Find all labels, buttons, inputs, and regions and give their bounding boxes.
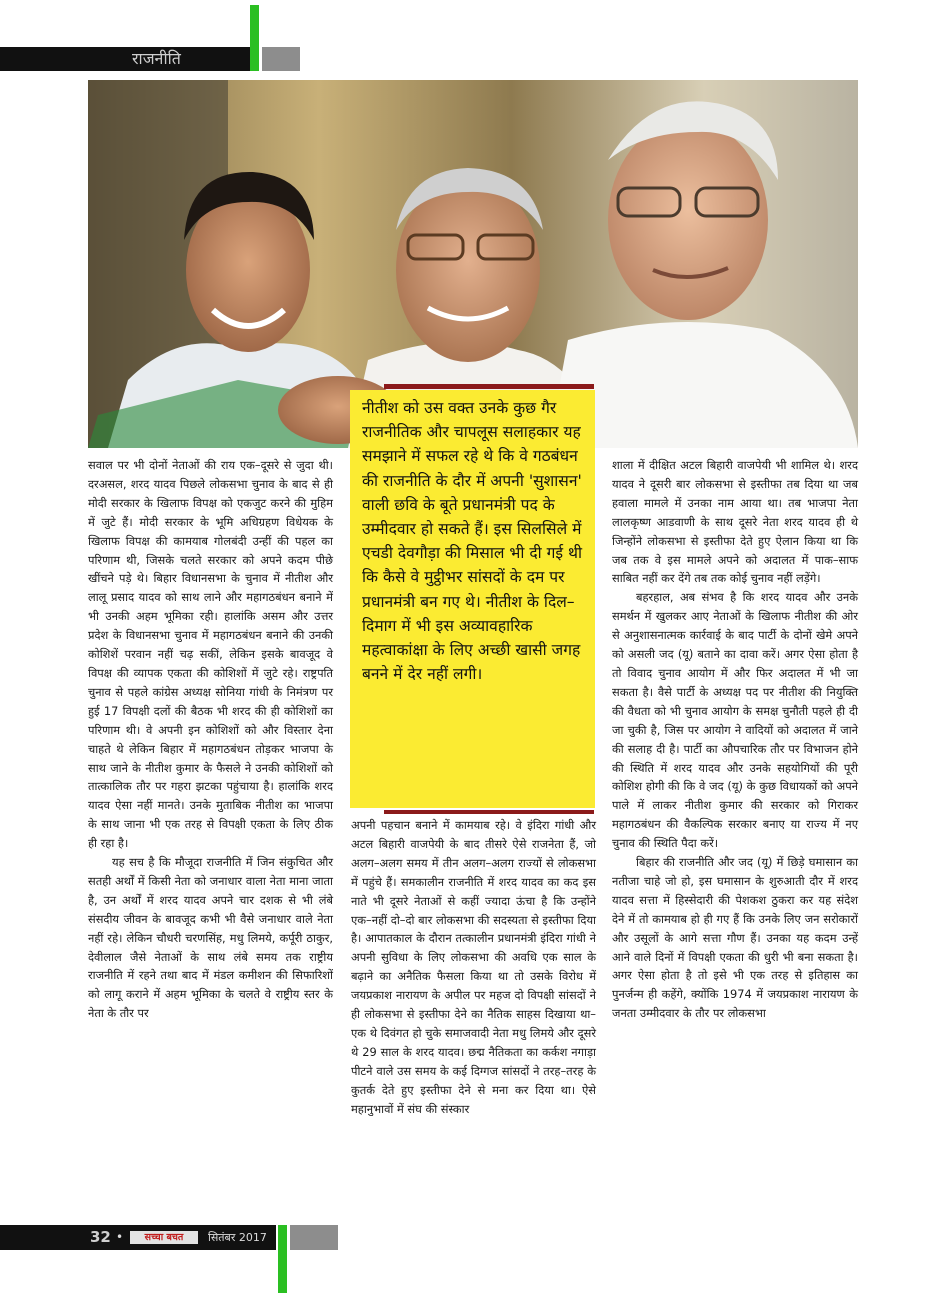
magazine-logo: सच्चा बचत <box>130 1231 198 1244</box>
article-paragraph: यह सच है कि मौजूदा राजनीति में जिन संकुचित और सतही अर्थों में किसी नेता को जनाधार वाला नेता माना जाता है, उन अर्थों में शरद यादव अपने चार दशक से भी लंबे संसदीय जीवन के बावजूद कभी भी वैसे जनाधार वाले नेता नहीं रहे। लेकिन चौधरी चरणसिंह, मधु लिमये, कर्पूरी ठाकुर, देवीलाल जैसे नेताओं के साथ लंबे समय तक राष्ट्रीय राजनीति में रहने तथा बाद में मंडल कमीशन की सिफारिशों को लागू कराने में अहम भूमिका के चलते वे राष्ट्रीय स्तर के नेता के तौर पर <box>88 855 333 1021</box>
article-paragraph: अपनी पहचान बनाने में कामयाब रहे। वे इंदिरा गांधी और अटल बिहारी वाजपेयी के बाद तीसरे ऐसे राजनेता हैं, जो अलग–अलग समय में तीन अलग–अलग राज्यों से लोकसभा में पहुंचे हैं। समकालीन राजनीति में शरद यादव का कद इस नाते भी दूसरे नेताओं से कहीं ज्यादा ऊंचा है कि उन्होंने एक–नहीं दो–दो बार लोकसभा की सदस्यता से इस्तीफा दिया है। आपातकाल के दौरान तत्कालीन प्रधानमंत्री इंदिरा गांधी ने अपनी सुविधा के लिए लोकसभा की अवधि एक साल के बढ़ाने का अनैतिक फैसला किया था तो उसके विरोध में जयप्रकाश नारायण के अपील पर महज दो विपक्षी सांसदों ने ही लोकसभा से इस्तीफा देने का नैतिक साहस दिखाया था– एक थे दिवंगत हो चुके समाजवादी नेता मधु लिमये और दूसरे थे 29 साल के शरद यादव। छद्म नैतिकता का कर्कश नगाड़ा पीटने वाले उस समय के कई दिग्गज सांसदों ने तरह–तरह के कुतर्क देते हुए इस्तीफा देने से मना कर दिया था। ऐसे महानुभावों में संघ की संस्कार <box>351 818 596 1116</box>
article-paragraph: सवाल पर भी दोनों नेताओं की राय एक–दूसरे से जुदा थी। दरअसल, शरद यादव पिछले लोकसभा चुनाव के बाद से ही मोदी सरकार के खिलाफ विपक्ष को एकजुट करने की मुहिम में जुटे हैं। मोदी सरकार के भूमि अधिग्रहण विधेयक के खिलाफ विपक्ष की कामयाब गोलबंदी उन्हीं की पहल का परिणाम थी, जिसके चलते सरकार को अपने कदम पीछे खींचने पड़े थे। बिहार विधानसभा के चुनाव में नीतीश और लालू प्रसाद यादव को साथ लाने और महागठबंधन बनाने में भी उनकी अहम भूमिका रही। हालांकि असम और उत्तर प्रदेश के विधानसभा चुनाव में महागठबंधन बनाने की उनकी कोशिशें परवान नहीं चढ़ सकीं, लेकिन इसके बावजूद वे विपक्ष की व्यापक एकता की कोशिशों में जुटे रहे। राष्ट्रपति चुनाव से पहले कांग्रेस अध्यक्ष सोनिया गांधी के निमंत्रण पर हुई 17 विपक्षी दलों की बैठक भी शरद की ही कोशिशों का परिणाम थी। वे अपनी इन कोशिशों को और विस्तार देना चाहते थे लेकिन बिहार में महागठबंधन तोड़कर भाजपा के साथ जाने के नीतीश कुमार के फैसले ने उनकी कोशिशों को तात्कालिक तौर पर गहरा झटका पहुंचाया है। हालांकि शरद यादव ऐसा नहीं मानते। उनके मुताबिक नीतीश का भाजपा के साथ जाना भी एक तरह से विपक्षी एकता के लिए ठीक ही रहा है। <box>88 458 333 851</box>
header-gray-block <box>262 47 300 71</box>
footer-green-accent <box>278 1225 287 1293</box>
pull-quote-top-rule <box>384 384 594 389</box>
section-header-bar <box>0 47 250 71</box>
article-paragraph: बहरहाल, अब संभव है कि शरद यादव और उनके समर्थन में खुलकर आए नेताओं के खिलाफ नीतीश की ओर से अनुशासनात्मक कार्रवाई के बाद पार्टी के दोनों खेमे अपने को असली जद (यू) बताने का दावा करें। अगर ऐसा होता है तो विवाद चुनाव आयोग में और फिर अदालत में भी जा सकता है। वैसे पार्टी के अध्यक्ष पद पर नीतीश की नियुक्ति की वैधता को भी चुनाव आयोग के समक्ष चुनौती पहले ही दी जा चुकी है, जिस पर आयोग ने वादियों को अदालत में जाने की सलाह दी है। पार्टी का औपचारिक तौर पर विभाजन होने की स्थिति में शरद यादव और उनके सहयोगियों की पूरी कोशिश होगी की कि वे जद (यू) के कुछ विधायकों को अपने पाले में लाकर नीतीश कुमार की सरकार को गिराकर महागठबंधन की वैकल्पिक सरकार बनाए या राज्य में नए चुनाव की स्थिति पैदा करें। <box>612 590 858 851</box>
article-column-2 <box>351 816 596 1119</box>
page-number: 32 <box>90 1228 111 1246</box>
footer-gray-block <box>290 1225 338 1250</box>
article-column-3 <box>612 456 858 1023</box>
section-title: राजनीति <box>132 49 181 68</box>
pull-quote: नीतीश को उस वक्त उनके कुछ गैर राजनीतिक और चापलूस सलाहकार यह समझाने में सफल रहे थे कि वे गठबंधन की राजनीति के दौर में अपनी 'सुशासन' वाली छवि के बूते प्रधानमंत्री पद के उम्मीदवार हो सकते हैं। इस सिलसिले में एचडी देवगौड़ा की मिसाल भी दी गई थी कि कैसे वे मुट्ठीभर सांसदों के दम पर प्रधानमंत्री बन गए थे। नीतीश के दिल–दिमाग में भी इस अव्यावहारिक महत्वाकांक्षा के लिए अच्छी खासी जगह बनने में देर नहीं लगी। <box>350 390 595 808</box>
pull-quote-bottom-rule <box>384 810 594 814</box>
header-green-accent <box>250 5 259 71</box>
issue-date: सितंबर 2017 <box>208 1231 267 1244</box>
footer-separator: • <box>116 1230 124 1244</box>
article-paragraph: शाला में दीक्षित अटल बिहारी वाजपेयी भी शामिल थे। शरद यादव ने दूसरी बार लोकसभा से इस्तीफा तब दिया था जब हवाला मामले में उनका नाम आया था। तब भाजपा नेता लालकृष्ण आडवाणी के साथ दूसरे नेता शरद यादव ही थे जिन्होंने लोकसभा से इस्तीफा देते हुए ऐलान किया था कि जब तक वे इस मामले अपने को अदालत में पाक–साफ साबित नहीं कर देंगे तब तक कोई चुनाव नहीं लड़ेंगे। <box>612 458 858 586</box>
article-paragraph: बिहार की राजनीति और जद (यू) में छिड़े घमासान का नतीजा चाहे जो हो, इस घमासान के शुरुआती दौर में शरद यादव सत्ता में हिस्सेदारी की पेशकश ठुकरा कर यह संदेश देने में तो कामयाब हो ही गए हैं कि उनके लिए जन सरोकारों और उसूलों के आगे सत्ता गौण हैं। उनका यह कदम उन्हें आने वाले दिनों में विपक्षी एकता की धुरी भी बना सकता है। अगर ऐसा होता है तो इसे भी एक तरह से इतिहास का पुनर्जन्म ही कहेंगे, क्योंकि 1974 में जयप्रकाश नारायण के जनता उम्मीदवार के तौर पर लोकसभा <box>612 855 858 1021</box>
article-column-1 <box>88 456 333 1023</box>
